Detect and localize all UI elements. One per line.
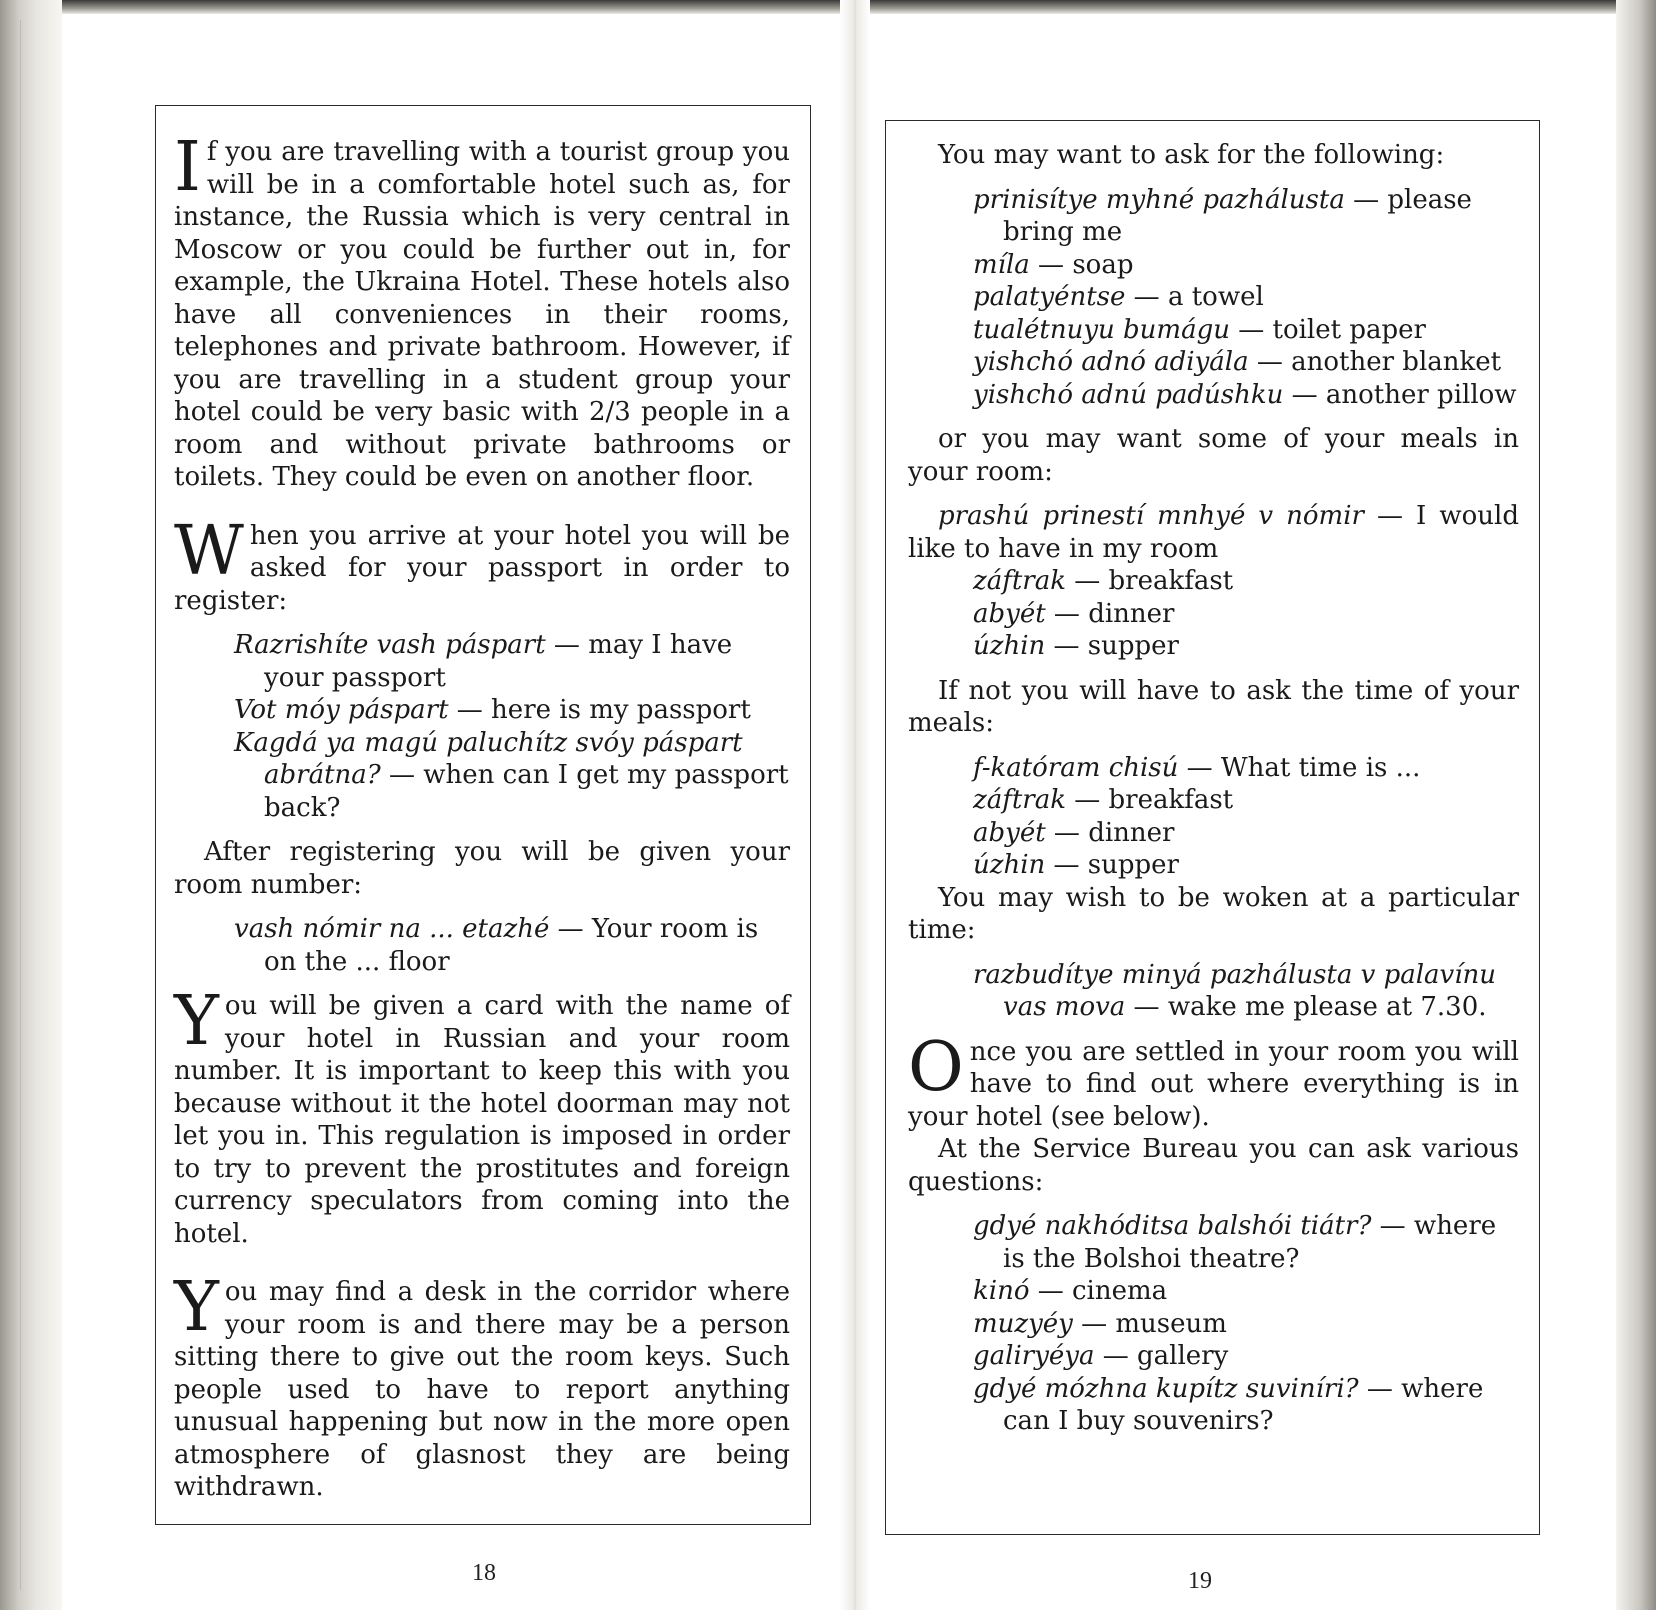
para-hotel-card: You will be given a card with the name of your hotel in Russian and your room number. It is important to keep this with you because without it the hotel doorman may not let you in. This regulation is imposed in order to try to prevent the prostitutes and foreign currency speculators from coming into the hotel. [174, 982, 790, 1249]
phrase-item: záftrak — breakfast [973, 785, 1234, 815]
phrase-item: úzhin — supper [973, 631, 1179, 661]
drop-cap: I [174, 128, 201, 207]
phrase-item: míla — soap [973, 249, 1134, 280]
phrase-item: Vot móy páspart — here is my passport [234, 695, 751, 725]
left-page [62, 0, 840, 1610]
para-arrival: When you arrive at your hotel you will be asked for your passport in order to register: [174, 511, 790, 616]
passport-phrases [174, 629, 790, 824]
phrase-item: abyét — dinner [973, 598, 1175, 629]
phrase-item: Kagdá ya magú paluchítz svóy páspart abrátna? — when can I get my passport back? [234, 727, 789, 823]
para-service-bureau: At the Service Bureau you can ask various questions: [908, 1134, 1519, 1197]
phrase-item: úzhin — supper [973, 850, 1179, 880]
venue-phrases [908, 1275, 1519, 1373]
book-right-edge [1616, 0, 1656, 1610]
para-corridor-desk: You may find a desk in the corridor where your room is and there may be a person sitting there to give out the room keys. Such people used to have to report anything unusual happening but now in the more open atmosphere of glasnost they are being withdrawn. [174, 1268, 790, 1502]
phrase-item: kinó — cinema [973, 1276, 1168, 1306]
phrase-souvenirs: gdyé mózhna kupítz suviníri? — where can I buy souvenirs? [973, 1373, 1484, 1436]
phrase-item: abyét — dinner [973, 817, 1175, 848]
phrase-item: f-katóram chisú — What time is ... [973, 752, 1421, 783]
phrase-item: prinisítye myhné pazhálusta — please bring me [973, 184, 1472, 247]
para-wake-up: You may wish to be woken at a particular time: [908, 882, 1519, 945]
drop-cap: Y [174, 1268, 219, 1347]
para-ask-following: You may want to ask for the following: [938, 140, 1445, 170]
left-text-frame [155, 105, 811, 1525]
phrase-item: galiryéya — gallery [973, 1341, 1229, 1371]
meal-phrases [908, 565, 1519, 663]
drop-cap: O [908, 1027, 964, 1107]
para-meals-in-room: or you may want some of your meals in your room: [908, 424, 1519, 487]
page-number: 18 [472, 1560, 496, 1586]
phrase-item: tualétnuyu bumágu — toilet paper [973, 314, 1426, 345]
phrase-item: vash nómir na ... etazhé — Your room is on the ... floor [234, 914, 759, 977]
right-page [870, 0, 1616, 1610]
phrase-item: yishchó adnó adiyála — another blanket [973, 347, 1502, 377]
phrase-item: Razrishíte vash páspart — may I have your passport [234, 630, 733, 693]
drop-cap: W [174, 511, 244, 591]
right-text-frame [885, 120, 1540, 1535]
phrase-item: záftrak — breakfast [973, 566, 1234, 596]
page-number: 19 [1188, 1568, 1212, 1594]
phrase-item: muzyéy — museum [973, 1308, 1227, 1339]
para-meal-times: If not you will have to ask the time of your meals: [908, 675, 1519, 738]
meal-time-phrases [908, 752, 1519, 882]
para-settled: Once you are settled in your room you will have to find out where everything is in your hotel (see below). [908, 1027, 1519, 1132]
phrase-item: palatyéntse — a towel [973, 282, 1264, 312]
book-gutter [840, 0, 870, 1610]
book-left-edge [0, 0, 62, 1610]
phrase-bolshoi: gdyé nakhóditsa balshói tiátr? — where is the Bolshoi theatre? [973, 1211, 1497, 1274]
drop-cap: Y [174, 982, 219, 1061]
phrase-item: yishchó adnú padúshku — another pillow [973, 379, 1517, 410]
phrase-room-meal: prashú prinestí mnhyé v nómir — I would like to have in my room [908, 501, 1519, 564]
para-registering: After registering you will be given your room number: [174, 837, 790, 900]
para-tourist-group: If you are travelling with a tourist group you will be in a comfortable hotel such as, for instance, the Russia which is very central in Moscow or you could be further out in, for example, the Ukraina Hotel. These hotels also have all conveniences in their rooms, telephones and private bathroom. However, if you are travelling in a student group your hotel could be very basic with 2/3 people in a room and without private bathrooms or toilets. They could be even on another floor. [174, 128, 790, 492]
phrase-wake: razbudítye minyá pazhálusta v palavínu vas mova — wake me please at 7.30. [973, 959, 1497, 1022]
request-phrases [908, 184, 1519, 412]
